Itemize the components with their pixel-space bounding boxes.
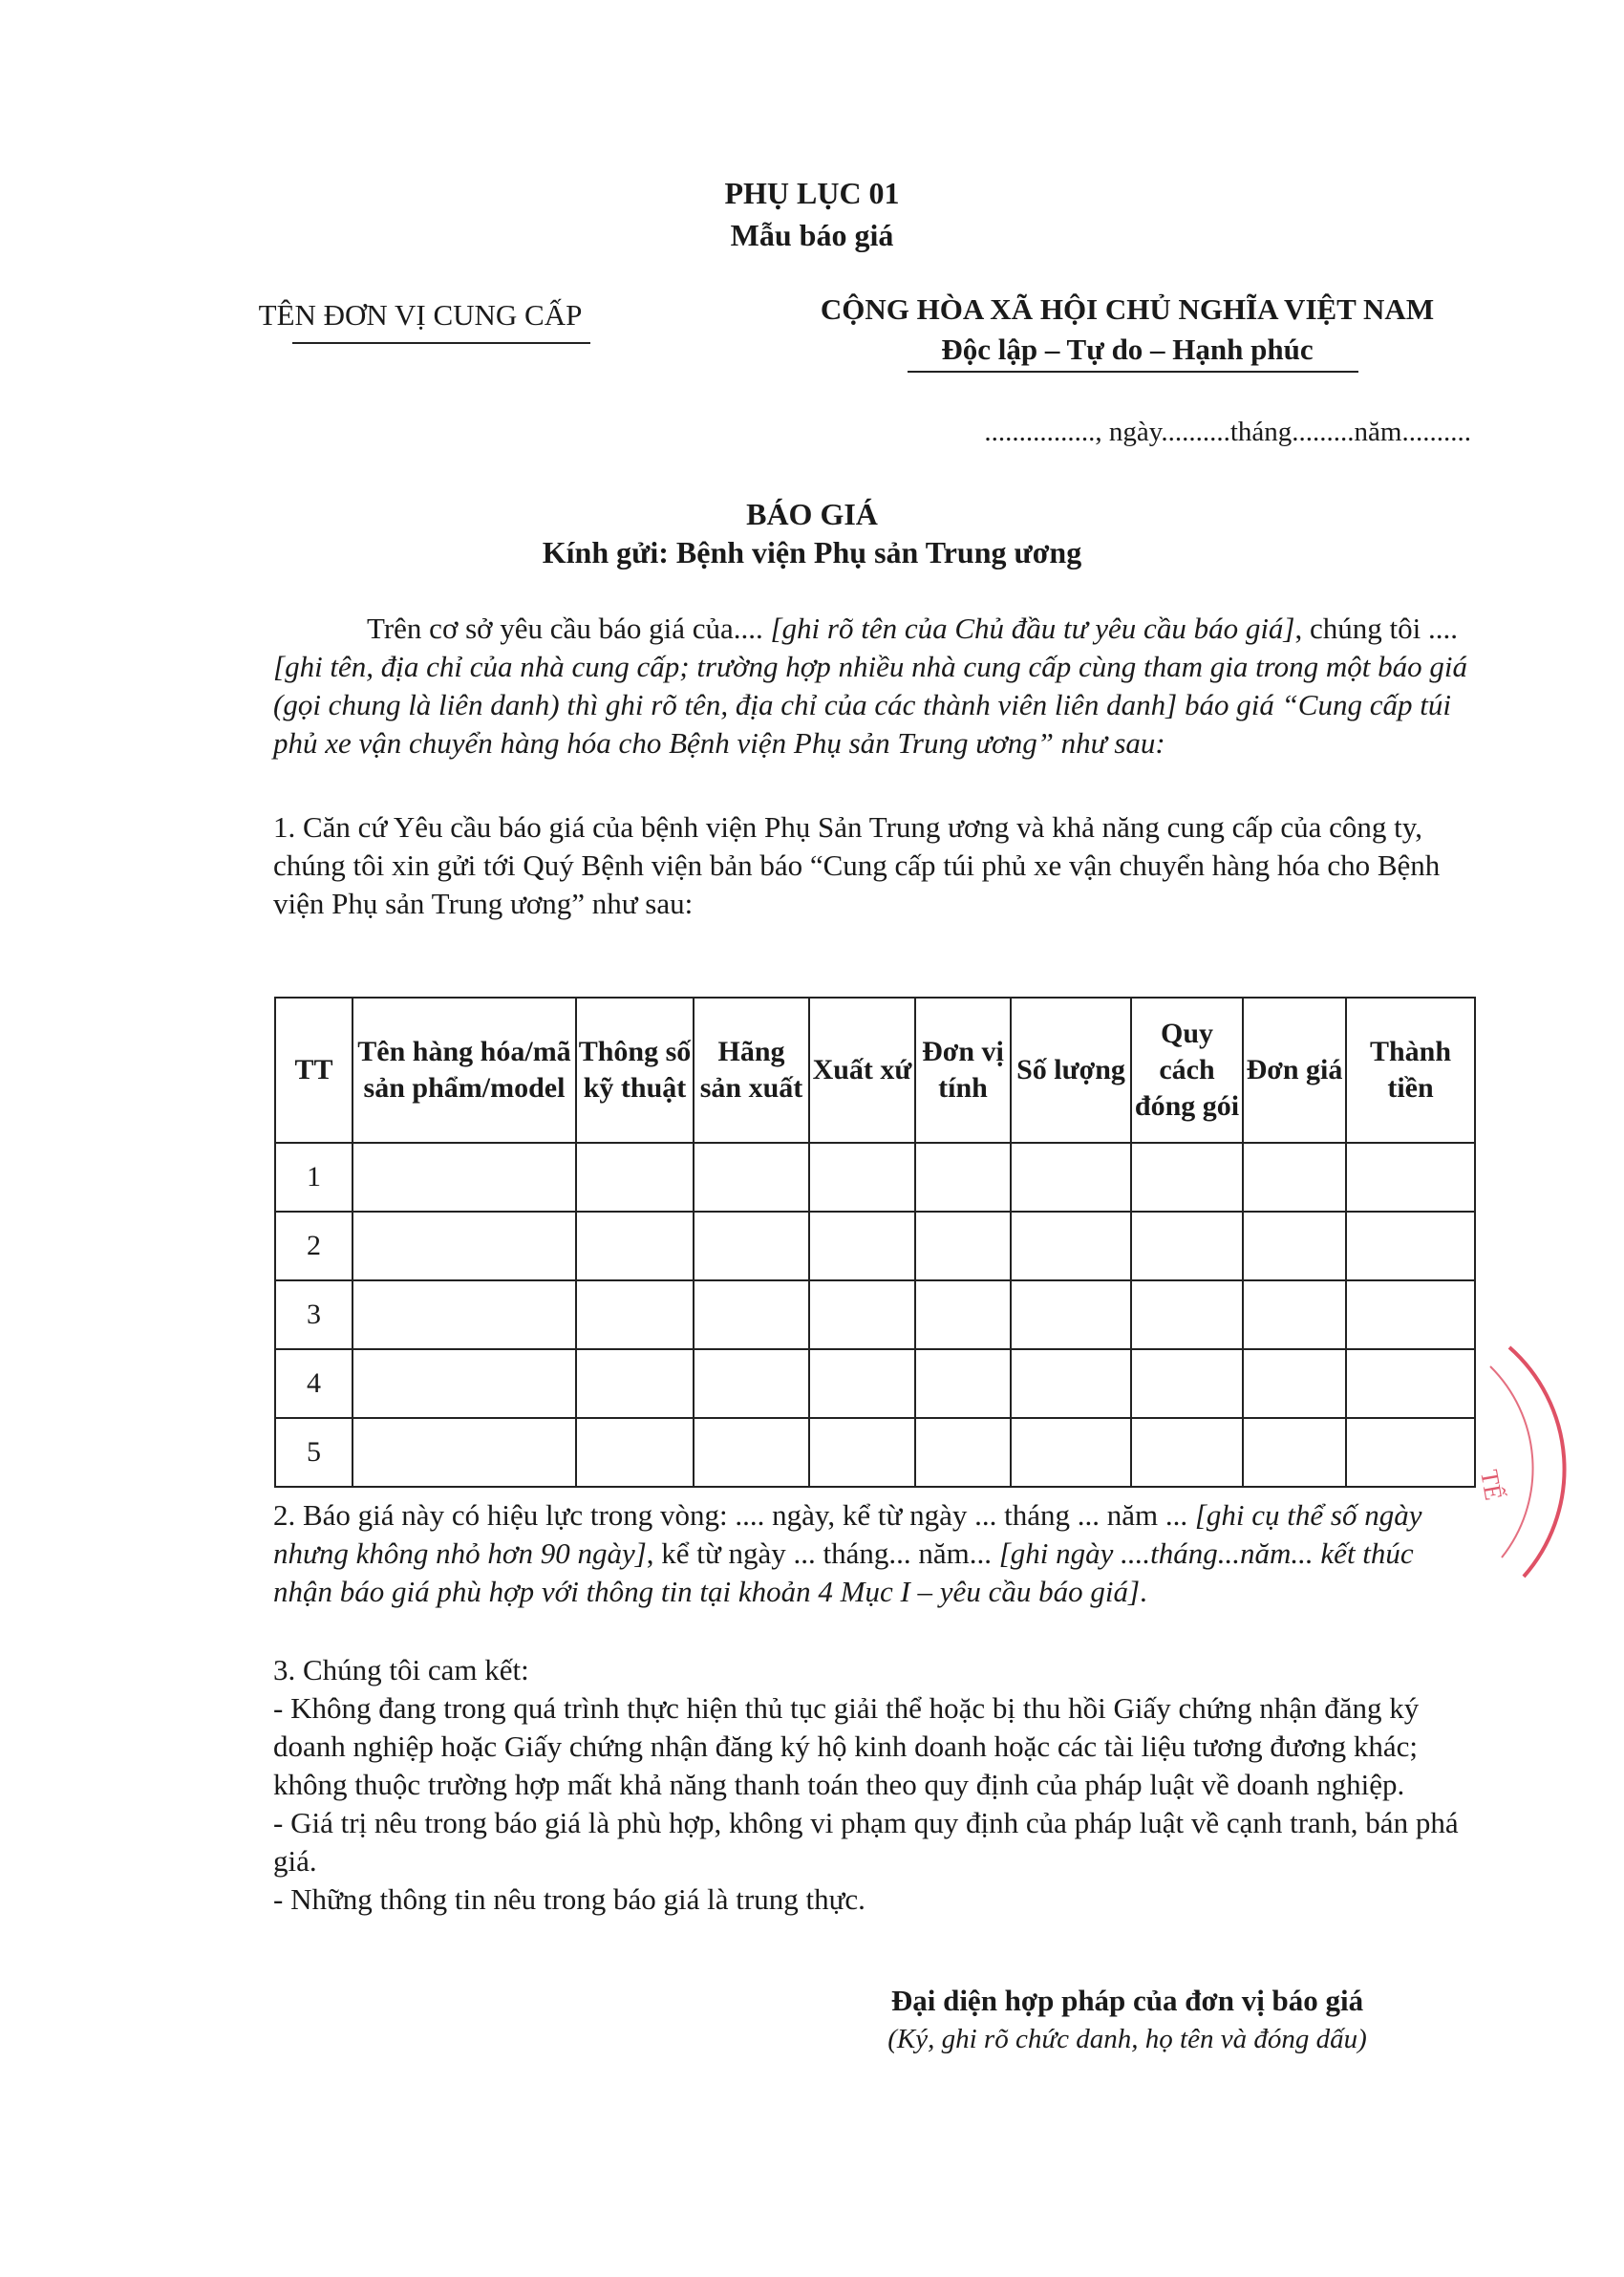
signature-note: (Ký, ghi rõ chức danh, họ tên và đóng dấu) [887,2024,1367,2054]
table-row [275,1280,1475,1349]
row-number: 3 [275,1280,353,1349]
table-cell [694,1143,809,1212]
intro-text-c: , chúng tôi .... [1294,612,1458,645]
table-cell [809,1418,915,1487]
row-number: 4 [275,1349,353,1418]
table-cell [353,1212,576,1280]
date-line: ................, ngày..........tháng.........năm.......... [984,417,1471,447]
supplier-underline [292,342,590,344]
table-cell [1131,1349,1243,1418]
col-header-manufacturer: Hãng sản xuất [694,998,809,1143]
table-cell [1011,1280,1131,1349]
table-cell [1011,1212,1131,1280]
table-cell [1131,1143,1243,1212]
table-cell [694,1280,809,1349]
table-cell [915,1349,1011,1418]
table-cell [1011,1143,1131,1212]
stamp-text: TẾ [1475,1468,1508,1503]
appendix-title: PHỤ LỤC 01 [724,176,900,210]
col-header-unit-price: Đơn giá [1243,998,1346,1143]
table-cell [1011,1418,1131,1487]
table-row [275,1143,1475,1212]
intro-text-a: Trên cơ sở yêu cầu báo giá của.... [367,612,763,645]
validity-text-a: 2. Báo giá này có hiệu lực trong vòng: .... ngày, kể từ ngày ... tháng ... năm ... [273,1498,1188,1532]
table-cell [809,1212,915,1280]
intro-text-e: báo giá “Cung cấp túi phủ xe vận chuyển hàng hóa cho Bệnh viện Phụ sản Trung ương” như sau: [273,688,1451,760]
table-cell [915,1212,1011,1280]
table-cell [694,1418,809,1487]
row-number: 1 [275,1143,353,1212]
table-cell [915,1143,1011,1212]
table-cell [915,1280,1011,1349]
table-row [275,1349,1475,1418]
commitment-3: - Những thông tin nêu trong báo giá là trung thực. [273,1882,865,1916]
table-cell [576,1143,694,1212]
red-stamp-fragment [1452,1338,1595,1586]
item-2-validity [273,1496,1475,1611]
table-cell [809,1143,915,1212]
col-header-origin: Xuất xứ [809,998,915,1143]
quotation-table [274,997,1476,1488]
row-number: 2 [275,1212,353,1280]
commitments-heading: 3. Chúng tôi cam kết: [273,1653,529,1686]
item-1-text: 1. Căn cứ Yêu cầu báo giá của bệnh viện Phụ Sản Trung ương và khả năng cung cấp của công ty, chúng tôi xin gửi tới Quý Bệnh viện bản báo “Cung cấp túi phủ xe vận chuyển hàng hóa cho Bệnh viện Phụ sản Trung ương” như sau: [273,810,1441,920]
table-cell [1243,1280,1346,1349]
table-cell [576,1418,694,1487]
table-cell [809,1280,915,1349]
table-cell [694,1349,809,1418]
table-cell [694,1212,809,1280]
table-cell [809,1349,915,1418]
table-cell [353,1349,576,1418]
commitment-1: - Không đang trong quá trình thực hiện thủ tục giải thể hoặc bị thu hồi Giấy chứng nhận đăng ký doanh nghiệp hoặc Giấy chứng nhận đăng ký hộ kinh doanh hoặc các tài liệu tương đương khác; không thuộc trường hợp mất khả năng thanh toán theo quy định của pháp luật về doanh nghiệp. [273,1691,1420,1801]
table-cell [353,1418,576,1487]
col-header-amount: Thành tiền [1346,998,1475,1143]
validity-placeholder-days: [ghi cụ thể số ngày nhưng không nhỏ hơn 90 ngày] [273,1498,1422,1570]
col-header-unit: Đơn vị tính [915,998,1011,1143]
table-cell [1243,1212,1346,1280]
recipient-line: Kính gửi: Bệnh viện Phụ sản Trung ương [542,535,1082,569]
table-row [275,1212,1475,1280]
national-motto: Độc lập – Tự do – Hạnh phúc [941,333,1314,366]
national-title: CỘNG HÒA XÃ HỘI CHỦ NGHĨA VIỆT NAM [820,292,1435,326]
intro-placeholder-supplier: [ghi tên, địa chỉ của nhà cung cấp; trường hợp nhiều nhà cung cấp cùng tham gia trong một báo giá (gọi chung là liên danh) thì ghi rõ tên, địa chỉ của các thành viên liên danh] [273,650,1467,721]
supplier-unit-name: TÊN ĐƠN VỊ CUNG CẤP [258,298,583,332]
table-cell [1011,1349,1131,1418]
signature-title: Đại diện hợp pháp của đơn vị báo giá [890,1984,1364,2017]
document-title: BÁO GIÁ [746,497,878,531]
table-cell [915,1418,1011,1487]
table-cell [1243,1349,1346,1418]
col-header-quantity: Số lượng [1011,998,1131,1143]
table-header-row [275,998,1475,1143]
table-cell [576,1212,694,1280]
table-cell [1346,1143,1475,1212]
table-cell [1131,1418,1243,1487]
form-name: Mẫu báo giá [730,218,894,252]
table-cell [1346,1212,1475,1280]
table-row [275,1418,1475,1487]
validity-text-e: . [1140,1575,1147,1608]
col-header-product-name: Tên hàng hóa/mã sản phẩm/model [353,998,576,1143]
validity-text-c: , kể từ ngày ... tháng... năm... [646,1536,992,1570]
intro-paragraph [273,610,1475,763]
table-cell [576,1349,694,1418]
table-cell [353,1143,576,1212]
motto-underline [908,371,1358,373]
table-cell [576,1280,694,1349]
table-cell [1243,1143,1346,1212]
table-cell [353,1280,576,1349]
intro-placeholder-investor: [ghi rõ tên của Chủ đầu tư yêu cầu báo giá] [770,612,1295,645]
table-cell [1131,1212,1243,1280]
table-cell [1243,1418,1346,1487]
validity-placeholder-end: [ghi ngày ....tháng...năm... kết thúc nhận báo giá phù hợp với thông tin tại khoản 4 Mục I – yêu cầu báo giá] [273,1536,1414,1608]
col-header-tt: TT [275,998,353,1143]
commitment-2: - Giá trị nêu trong báo giá là phù hợp, không vi phạm quy định của pháp luật về cạnh tranh, bán phá giá. [273,1806,1459,1878]
item-3-commitments [273,1651,1475,1919]
col-header-specs: Thông số kỹ thuật [576,998,694,1143]
table-cell [1131,1280,1243,1349]
col-header-packing: Quy cách đóng gói [1131,998,1243,1143]
row-number: 5 [275,1418,353,1487]
